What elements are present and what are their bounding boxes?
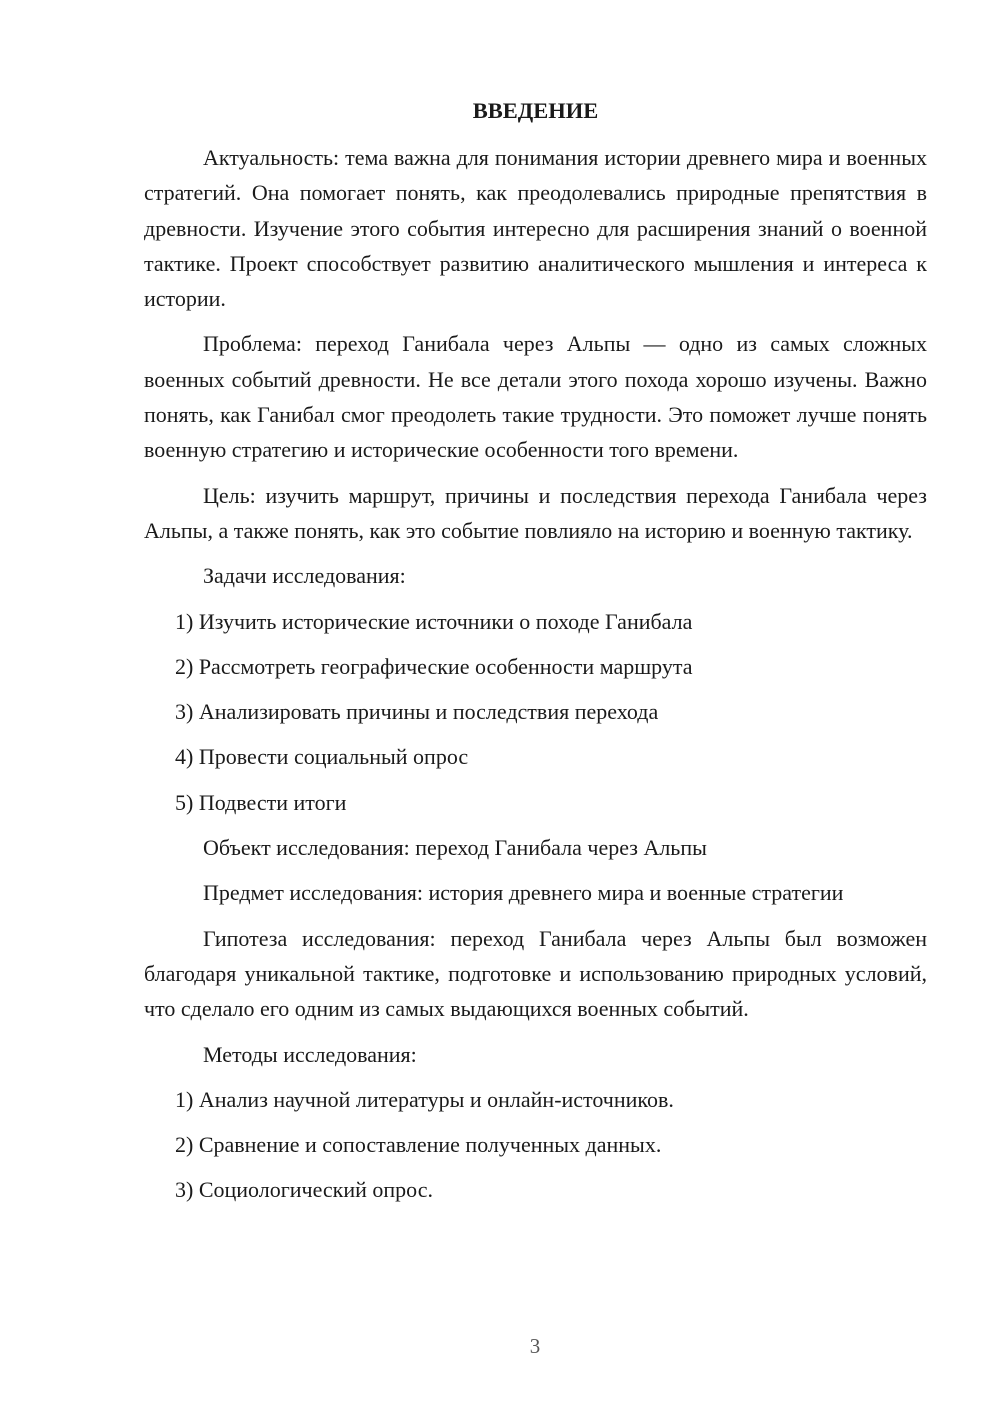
tasks-list — [144, 604, 927, 820]
tasks-title: Задачи исследования: — [203, 563, 406, 589]
hypothesis-paragraph: Гипотеза исследования: переход Ганибала через Альпы был возможен благодаря уникальной тактике, подготовке и использованию природных условий, что сделало его одним из самых выдающихся военных событий. — [144, 925, 927, 1022]
list-item: 1) Изучить исторические источники о походе Ганибала — [175, 608, 693, 634]
list-item: 5) Подвести итоги — [175, 789, 347, 815]
methods-title: Методы исследования: — [203, 1041, 417, 1067]
page-number: 3 — [529, 1334, 541, 1358]
list-item: 3) Анализировать причины и последствия перехода — [175, 699, 659, 725]
page-heading: ВВЕДЕНИЕ — [472, 98, 599, 123]
list-item: 3) Социологический опрос. — [175, 1177, 433, 1203]
list-item: 4) Провести социальный опрос — [175, 744, 469, 770]
goal-paragraph: Цель: изучить маршрут, причины и последствия перехода Ганибала через Альпы, а также понять, как это событие повлияло на историю и военную тактику. — [144, 482, 927, 543]
research-subject: Предмет исследования: история древнего мира и военные стратегии — [203, 880, 844, 906]
list-item: 2) Сравнение и сопоставление полученных данных. — [175, 1132, 662, 1158]
relevance-paragraph: Актуальность: тема важна для понимания истории древнего мира и военных стратегий. Она помогает понять, как преодолевались природные препятствия в древности. Изучение этого события интересно для расширения знаний о военной тактике. Проект способствует развитию аналитического мышления и интереса к истории. — [144, 145, 927, 312]
research-object: Объект исследования: переход Ганибала через Альпы — [203, 835, 707, 861]
list-item: 2) Рассмотреть географические особенности маршрута — [175, 653, 693, 679]
list-item: 1) Анализ научной литературы и онлайн-источников. — [175, 1086, 674, 1112]
document-page — [144, 96, 927, 1218]
methods-list — [144, 1082, 927, 1208]
problem-paragraph: Проблема: переход Ганибала через Альпы — одно из самых сложных военных событий древности. Не все детали этого похода хорошо изучены. Важно понять, как Ганибал смог преодолеть такие трудности. Это поможет лучше понять военную стратегию и исторические особенности того времени. — [144, 331, 927, 463]
